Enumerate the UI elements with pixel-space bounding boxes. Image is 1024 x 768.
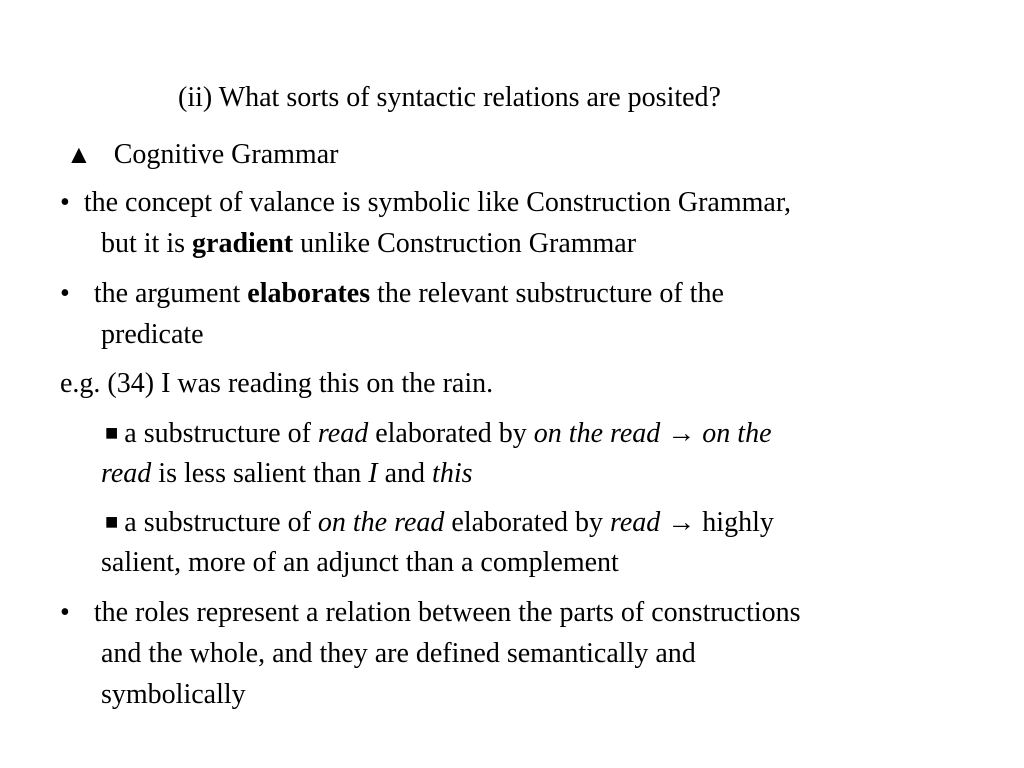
section-heading bbox=[66, 141, 338, 169]
bullet-icon: • bbox=[60, 597, 70, 628]
emphasis-elaborates: elaborates bbox=[247, 278, 371, 309]
bullet-1-line-1: • the concept of valance is symbolic like Construction Grammar, bbox=[60, 187, 792, 218]
bullet-1-line-2: but it is gradient unlike Construction Grammar bbox=[101, 228, 637, 259]
sub-bullet-2-line-2: salient, more of an adjunct than a complement bbox=[101, 547, 619, 578]
sub-bullet-1-line-2: read is less salient than I and this bbox=[101, 458, 473, 489]
bullet-3-line-2: and the whole, and they are defined semantically and bbox=[101, 638, 696, 669]
square-bullet-icon: ■ bbox=[105, 509, 119, 534]
sub-bullet-1-line-1: ■ a substructure of read elaborated by on the read → on the bbox=[105, 418, 772, 449]
sub-bullet-2-line-1: ■ a substructure of on the read elaborated by read → highly bbox=[105, 507, 774, 538]
bullet-3-line-1: • the roles represent a relation between the parts of constructions bbox=[60, 597, 801, 628]
triangle-bullet-icon: ▲ bbox=[66, 140, 92, 169]
section-heading-text: Cognitive Grammar bbox=[113, 139, 339, 170]
bullet-2-line-2: predicate bbox=[101, 319, 204, 350]
square-bullet-icon: ■ bbox=[105, 420, 119, 445]
bullet-2-line-1: • the argument elaborates the relevant substructure of the bbox=[60, 278, 724, 309]
emphasis-gradient: gradient bbox=[192, 228, 294, 259]
slide-title: (ii) What sorts of syntactic relations are posited? bbox=[178, 82, 721, 113]
bullet-icon: • bbox=[60, 278, 70, 309]
bullet-icon: • bbox=[60, 187, 70, 218]
example-sentence: e.g. (34) I was reading this on the rain. bbox=[60, 368, 494, 399]
bullet-3-line-3: symbolically bbox=[101, 679, 246, 710]
